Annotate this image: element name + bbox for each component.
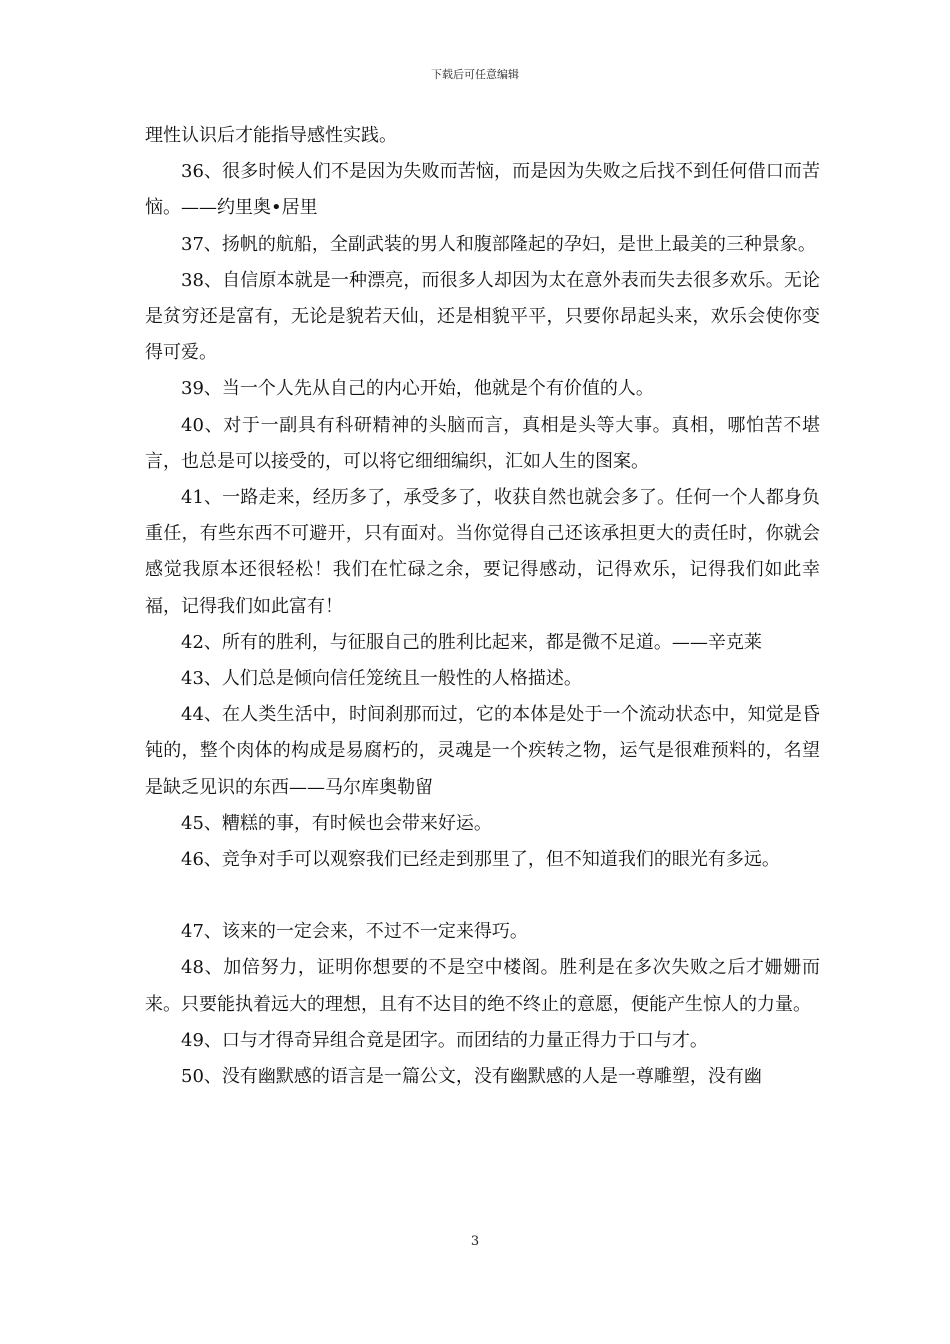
paragraph-38: 38、自信原本就是一种漂亮，而很多人却因为太在意外表而失去很多欢乐。无论是贫穷还是富有，无论是貌若天仙，还是相貌平平，只要你昂起头来，欢乐会使你变得可爱。 [145,269,820,364]
paragraph-41: 41、一路走来，经历多了，承受多了，收获自然也就会多了。任何一个人都身负重任，有些东西不可避开，只有面对。当你觉得自己还该承担更大的责任时，你就会感觉我原本还很轻松！我们在忙碌之余，要记得感动，记得欢乐，记得我们如此幸福，记得我们如此富有！ [145,487,820,617]
document-body [145,118,820,1095]
paragraph-44: 44、在人类生活中，时间刹那而过，它的本体是处于一个流动状态中，知觉是昏钝的，整个肉体的构成是易腐朽的，灵魂是一个疾转之物，运气是很难预料的，名望是缺乏见识的东西——马尔库奥勒留 [145,704,820,798]
paragraph-42: 42、所有的胜利，与征服自己的胜利比起来，都是微不足道。——辛克莱 [181,631,762,653]
page-header: 下载后可任意编辑 [431,68,519,81]
paragraph-37: 37、扬帆的航船，全副武装的男人和腹部隆起的孕妇，是世上最美的三种景象。 [181,233,816,255]
paragraph-40: 40、对于一副具有科研精神的头脑而言，真相是头等大事。真相，哪怕苦不堪言，也总是可以接受的，可以将它细细编织，汇如人生的图案。 [145,414,820,472]
paragraph-45: 45、糟糕的事，有时候也会带来好运。 [181,812,492,834]
paragraph-49: 49、口与才得奇异组合竟是团字。而团结的力量正得力于口与才。 [181,1029,708,1051]
paragraph-46: 46、竞争对手可以观察我们已经走到那里了，但不知道我们的眼光有多远。 [181,849,780,871]
paragraph-48: 48、加倍努力，证明你想要的不是空中楼阁。胜利是在多次失败之后才姗姗而来。只要能执着远大的理想，且有不达目的绝不终止的意愿，便能产生惊人的力量。 [145,957,820,1015]
paragraph-43: 43、人们总是倾向信任笼统且一般性的人格描述。 [181,668,582,690]
paragraph-gap [145,878,820,914]
page-number: 3 [470,1234,480,1249]
paragraph-39: 39、当一个人先从自己的内心开始，他就是个有价值的人。 [181,378,654,400]
paragraph-36: 36、很多时候人们不是因为失败而苦恼，而是因为失败之后找不到任何借口而苦恼。——约里奥•居里 [145,161,820,219]
paragraph-continuation: 理性认识后才能指导感性实践。 [145,125,397,146]
paragraph-50: 50、没有幽默感的语言是一篇公文，没有幽默感的人是一尊雕塑，没有幽 [181,1066,762,1088]
paragraph-47: 47、该来的一定会来，不过不一定来得巧。 [181,921,528,943]
